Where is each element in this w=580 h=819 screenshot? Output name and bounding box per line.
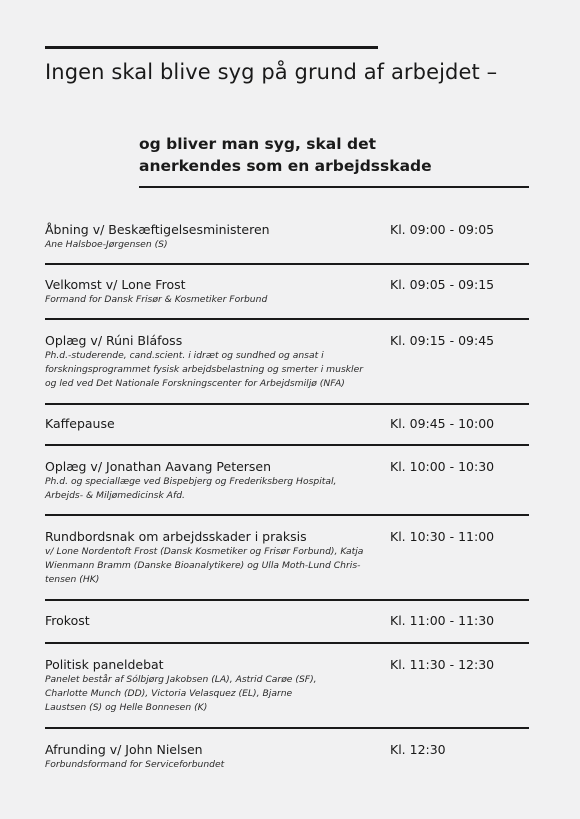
item-time: Kl. 09:15 - 09:45 — [390, 333, 495, 348]
program-item-lunch — [45, 613, 529, 629]
item-desc: Ph.d. og speciallæge ved Bispebjerg og Frederiksberg Hospital, Arbejds- & Miljømedicinsk Afd. — [45, 476, 337, 501]
item-time: Kl. 11:00 - 11:30 — [390, 613, 495, 628]
program-item-talk-jonathan — [45, 459, 529, 503]
item-title: Rundbordsnak om arbejdsskader i praksis — [45, 529, 307, 544]
item-desc: Ane Halsboe-Jørgensen (S) — [45, 239, 168, 250]
program-item-panel-debate — [45, 657, 529, 715]
program-item-roundtable — [45, 529, 529, 587]
item-title: Oplæg v/ Jonathan Aavang Petersen — [45, 459, 272, 474]
program-item-talk-runi — [45, 333, 529, 391]
item-title: Kaffepause — [45, 416, 115, 431]
item-desc: Ph.d.-studerende, cand.scient. i idræt og sundhed og ansat i forskningsprogrammet fysisk arbejdsbelastning og smerter i muskler og led ved Det Nationale Forskningscenter for Arbejdsmiljø (NFA) — [45, 350, 364, 389]
item-title: Åbning v/ Beskæftigelsesministeren — [45, 222, 270, 237]
program-item-opening — [45, 222, 529, 252]
item-title: Afrunding v/ John Nielsen — [45, 742, 203, 757]
item-time: Kl. 11:30 - 12:30 — [390, 657, 495, 672]
subtitle-line-1: og bliver man syg, skal det — [139, 135, 376, 153]
item-desc: v/ Lone Nordentoft Frost (Dansk Kosmetiker og Frisør Forbund), Katja Wienmann Bramm (Danske Bioanalytikere) og Ulla Moth-Lund Chris- tensen (HK) — [45, 546, 364, 585]
item-time: Kl. 10:00 - 10:30 — [390, 459, 495, 474]
divider — [45, 599, 529, 601]
program-item-coffee — [45, 416, 529, 432]
subtitle-rule — [139, 186, 529, 188]
item-time: Kl. 10:30 - 11:00 — [390, 529, 495, 544]
top-rule — [45, 46, 378, 49]
program-item-welcome — [45, 277, 529, 307]
divider — [45, 263, 529, 265]
divider — [45, 642, 529, 644]
item-title: Oplæg v/ Rúni Bláfoss — [45, 333, 183, 348]
page-subtitle — [139, 133, 559, 177]
item-title: Velkomst v/ Lone Frost — [45, 277, 186, 292]
item-time: Kl. 09:05 - 09:15 — [390, 277, 495, 292]
page-title: Ingen skal blive syg på grund af arbejdet – — [45, 60, 498, 84]
item-title: Politisk paneldebat — [45, 657, 164, 672]
item-time: Kl. 12:30 — [390, 742, 446, 757]
program-item-closing — [45, 742, 529, 772]
divider — [45, 403, 529, 405]
item-desc: Formand for Dansk Frisør & Kosmetiker Forbund — [45, 294, 268, 305]
item-desc: Forbundsformand for Serviceforbundet — [45, 759, 225, 770]
item-title: Frokost — [45, 613, 90, 628]
item-time: Kl. 09:45 - 10:00 — [390, 416, 495, 431]
subtitle-line-2: anerkendes som en arbejdsskade — [139, 157, 432, 175]
item-desc: Panelet består af Sólbjørg Jakobsen (LA), Astrid Carøe (SF), Charlotte Munch (DD), Victoria Velasquez (EL), Bjarne Laustsen (S) og Helle Bonnesen (K) — [45, 674, 317, 713]
divider — [45, 318, 529, 320]
item-time: Kl. 09:00 - 09:05 — [390, 222, 495, 237]
divider — [45, 514, 529, 516]
divider — [45, 444, 529, 446]
divider — [45, 727, 529, 729]
